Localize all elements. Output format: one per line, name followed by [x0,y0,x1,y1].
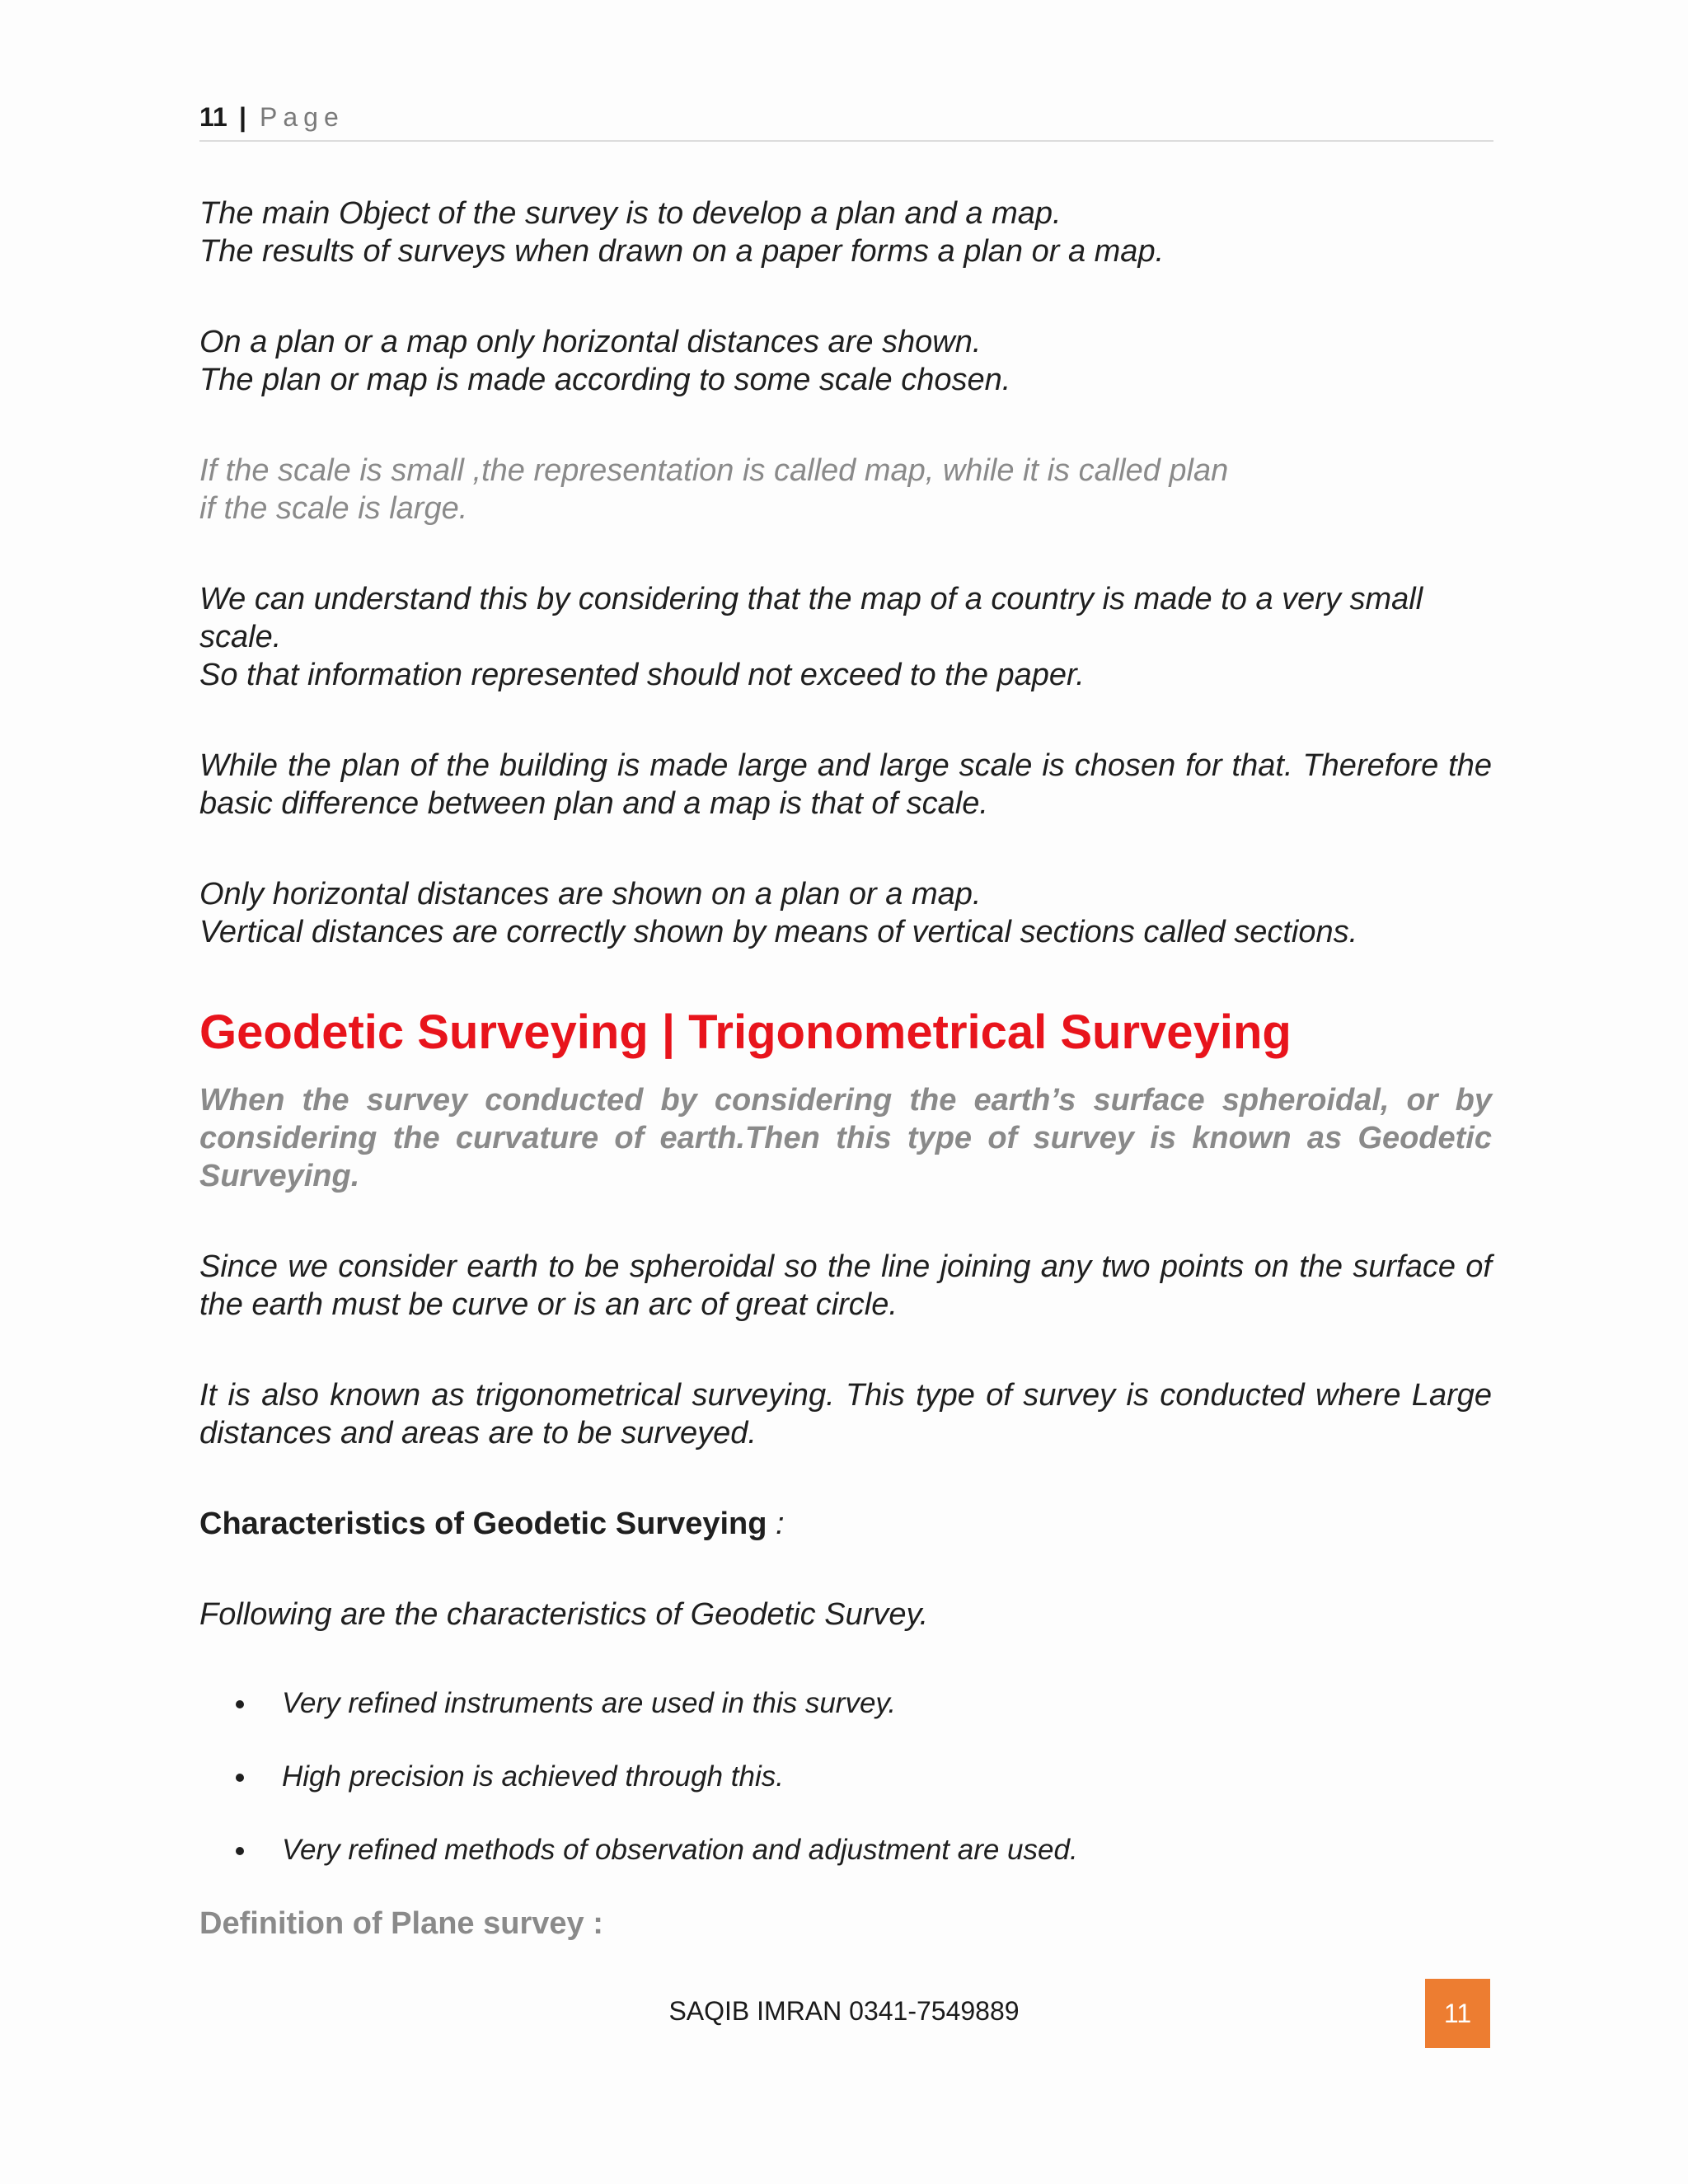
paragraph-vertical-distances [199,875,1492,951]
header-separator: | [239,102,246,132]
footer-author: SAQIB IMRAN 0341-7549889 [668,1996,1020,2026]
paragraph-geodetic-intro: When the survey conducted by considering the earth’s surface spheroidal, or by considering the curvature of earth.Then this type of survey is known as Geodetic Surveying. [199,1083,1492,1193]
paragraph-scale-definition [199,452,1492,527]
bullet-icon [236,1847,244,1855]
section-heading-geodetic: Geodetic Surveying | Trigonometrical Surveying [199,1005,1292,1059]
list-item-text: Very refined methods of observation and adjustment are used. [282,1834,1078,1866]
bullet-icon [236,1700,244,1708]
text-line: So that information represented should not exceed to the paper. [199,658,1085,692]
header-page-label: Page [260,102,345,132]
bullet-icon [236,1774,244,1782]
subheading-colon: : [767,1507,785,1541]
subheading-text: Characteristics of Geodetic Surveying [199,1507,767,1541]
characteristics-list [199,1685,1492,1869]
paragraph-survey-object [199,194,1492,270]
list-item-text: High precision is achieved through this. [282,1760,784,1793]
text-line: Only horizontal distances are shown on a plan or a map. [199,877,982,912]
paragraph-list-intro: Following are the characteristics of Geodetic Survey. [199,1597,929,1632]
text-line: The results of surveys when drawn on a paper forms a plan or a map. [199,234,1165,269]
text-line: The main Object of the survey is to develop a plan and a map. [199,196,1062,231]
list-item-text: Very refined instruments are used in this survey. [282,1687,897,1719]
list-item [199,1758,1492,1796]
list-item [199,1831,1492,1869]
paragraph-building-plan: While the plan of the building is made large and large scale is chosen for that. Therefore the basic difference between plan and a map is that of scale. [199,748,1492,821]
header-page-number: 11 [199,102,227,132]
page-content [199,194,1492,1943]
page-header [199,101,1493,142]
list-item [199,1685,1492,1722]
paragraph-trigonometrical: It is also known as trigonometrical surveying. This type of survey is conducted where Large distances and areas are to be surveyed. [199,1378,1492,1451]
text-line: The plan or map is made according to some scale chosen. [199,363,1011,397]
text-line: Vertical distances are correctly shown by means of vertical sections called sections. [199,915,1358,949]
text-line: if the scale is large. [199,491,468,526]
subheading-plane-survey: Definition of Plane survey : [199,1906,603,1941]
text-line: If the scale is small ,the representation is called map, while it is called plan [199,453,1229,488]
paragraph-horizontal-distances [199,323,1492,399]
paragraph-country-map [199,580,1492,694]
paragraph-spheroidal: Since we consider earth to be spheroidal so the line joining any two points on the surface of the earth must be curve or is an arc of great circle. [199,1249,1492,1322]
footer-page-badge: 11 [1425,1979,1490,2048]
subheading-characteristics [199,1505,1492,1543]
text-line: On a plan or a map only horizontal distances are shown. [199,325,982,359]
text-line: We can understand this by considering that the map of a country is made to a very small scale. [199,582,1423,654]
